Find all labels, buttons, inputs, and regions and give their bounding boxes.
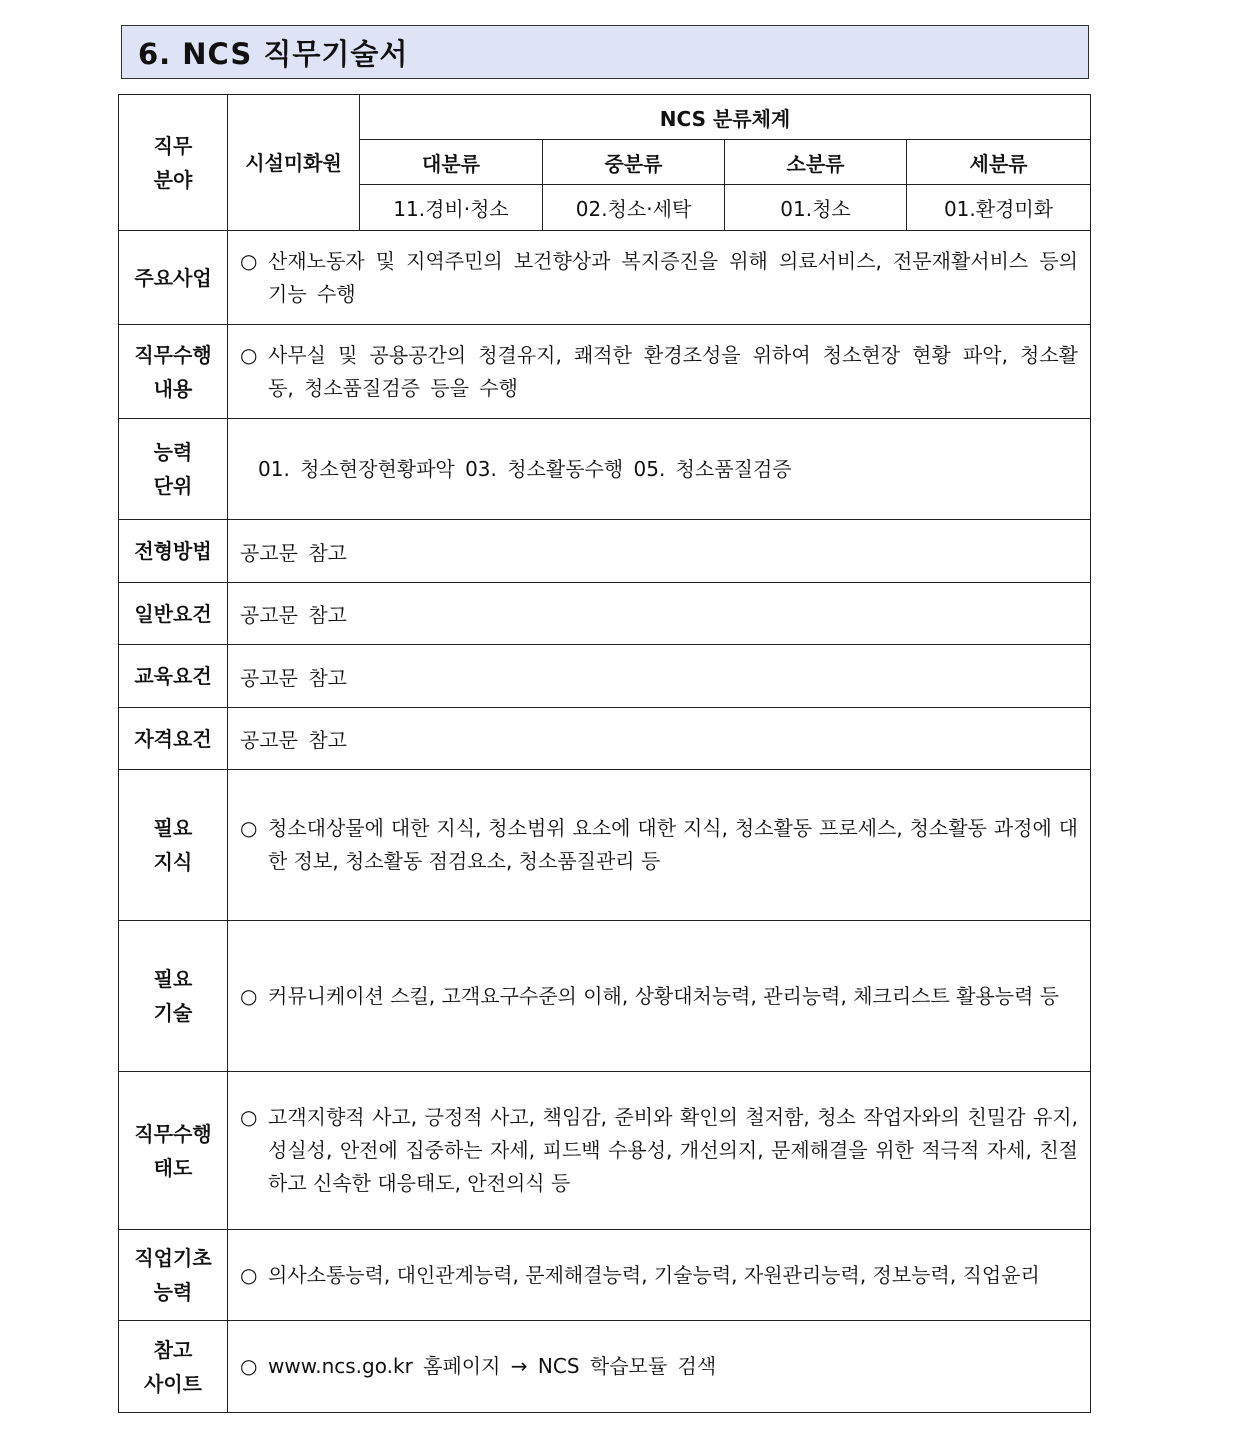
attitude-label: 직무수행 태도: [119, 1072, 228, 1230]
qualification-req-label: 자격요건: [119, 708, 228, 770]
general-req-row: [119, 583, 1091, 645]
section-title: 6. NCS 직무기술서: [121, 25, 1089, 79]
basic-abilities-label: 직업기초 능력: [119, 1230, 228, 1321]
circle-bullet-icon: ○: [240, 816, 258, 840]
circle-bullet-icon: ○: [240, 342, 258, 367]
education-req-label: 교육요건: [119, 645, 228, 708]
skills-cell: [228, 921, 1091, 1072]
attitude-cell: [228, 1072, 1091, 1230]
reference-cell: [228, 1321, 1091, 1413]
duties-row: [119, 325, 1091, 419]
ncs-classification-header: NCS 분류체계: [360, 95, 1091, 140]
basic-abilities-row: [119, 1230, 1091, 1321]
col-major: 대분류: [360, 140, 543, 185]
duties-cell: [228, 325, 1091, 419]
reference-text: www.ncs.go.kr 홈페이지 → NCS 학습모듈 검색: [268, 1354, 717, 1378]
ability-units-label: 능력 단위: [119, 419, 228, 520]
value-major: 11.경비·청소: [360, 185, 543, 231]
col-minor: 소분류: [725, 140, 907, 185]
col-detail: 세분류: [907, 140, 1091, 185]
attitude-row: [119, 1072, 1091, 1230]
value-detail: 01.환경미화: [907, 185, 1091, 231]
attitude-text: 고객지향적 사고, 긍정적 사고, 책임감, 준비와 확인의 철저함, 청소 작업자와의 친밀감 유지, 성실성, 안전에 집중하는 자세, 피드백 수용성, 개선의지, 문제해결을 위한 적극적 자세, 친절하고 신속한 대응태도, 안전의식 등: [268, 1105, 1078, 1195]
value-middle: 02.청소·세탁: [543, 185, 725, 231]
selection-label: 전형방법: [119, 520, 228, 583]
duties-text: 사무실 및 공용공간의 청결유지, 쾌적한 환경조성을 위하여 청소현장 현황 파악, 청소활동, 청소품질검증 등을 수행: [268, 342, 1078, 400]
general-req-text: 공고문 참고: [228, 583, 1091, 645]
main-business-row: [119, 231, 1091, 325]
basic-abilities-cell: [228, 1230, 1091, 1321]
basic-abilities-text: 의사소통능력, 대인관계능력, 문제해결능력, 기술능력, 자원관리능력, 정보능력, 직업윤리: [268, 1262, 1040, 1287]
knowledge-label: 필요 지식: [119, 770, 228, 921]
col-middle: 중분류: [543, 140, 725, 185]
reference-row: [119, 1321, 1091, 1413]
main-business-text: 산재노동자 및 지역주민의 보건향상과 복지증진을 위해 의료서비스, 전문재활서비스 등의 기능 수행: [268, 248, 1078, 306]
selection-row: [119, 520, 1091, 583]
circle-bullet-icon: ○: [240, 1105, 258, 1129]
circle-bullet-icon: ○: [240, 1354, 258, 1378]
education-req-row: [119, 645, 1091, 708]
knowledge-cell: [228, 770, 1091, 921]
education-req-text: 공고문 참고: [228, 645, 1091, 708]
knowledge-text: 청소대상물에 대한 지식, 청소범위 요소에 대한 지식, 청소활동 프로세스, 청소활동 과정에 대한 정보, 청소활동 점검요소, 청소품질관리 등: [268, 816, 1078, 873]
ability-units-row: [119, 419, 1091, 520]
main-business-label: 주요사업: [119, 231, 228, 325]
circle-bullet-icon: ○: [240, 248, 258, 273]
reference-label: 참고 사이트: [119, 1321, 228, 1413]
ncs-header-row: [119, 95, 1091, 140]
selection-text: 공고문 참고: [228, 520, 1091, 583]
value-minor: 01.청소: [725, 185, 907, 231]
circle-bullet-icon: ○: [240, 1262, 258, 1287]
skills-row: [119, 921, 1091, 1072]
knowledge-row: [119, 770, 1091, 921]
skills-text: 커뮤니케이션 스킬, 고객요구수준의 이해, 상황대처능력, 관리능력, 체크리스트 활용능력 등: [268, 983, 1060, 1008]
qualification-req-row: [119, 708, 1091, 770]
duties-label: 직무수행 내용: [119, 325, 228, 419]
skills-label: 필요 기술: [119, 921, 228, 1072]
ability-units-text: 01. 청소현장현황파악 03. 청소활동수행 05. 청소품질검증: [228, 419, 1091, 520]
ncs-job-description-table: [118, 94, 1091, 1413]
general-req-label: 일반요건: [119, 583, 228, 645]
qualification-req-text: 공고문 참고: [228, 708, 1091, 770]
job-field-label: 직무 분야: [119, 95, 228, 231]
main-business-cell: [228, 231, 1091, 325]
circle-bullet-icon: ○: [240, 983, 258, 1008]
job-name: 시설미화원: [228, 95, 360, 231]
